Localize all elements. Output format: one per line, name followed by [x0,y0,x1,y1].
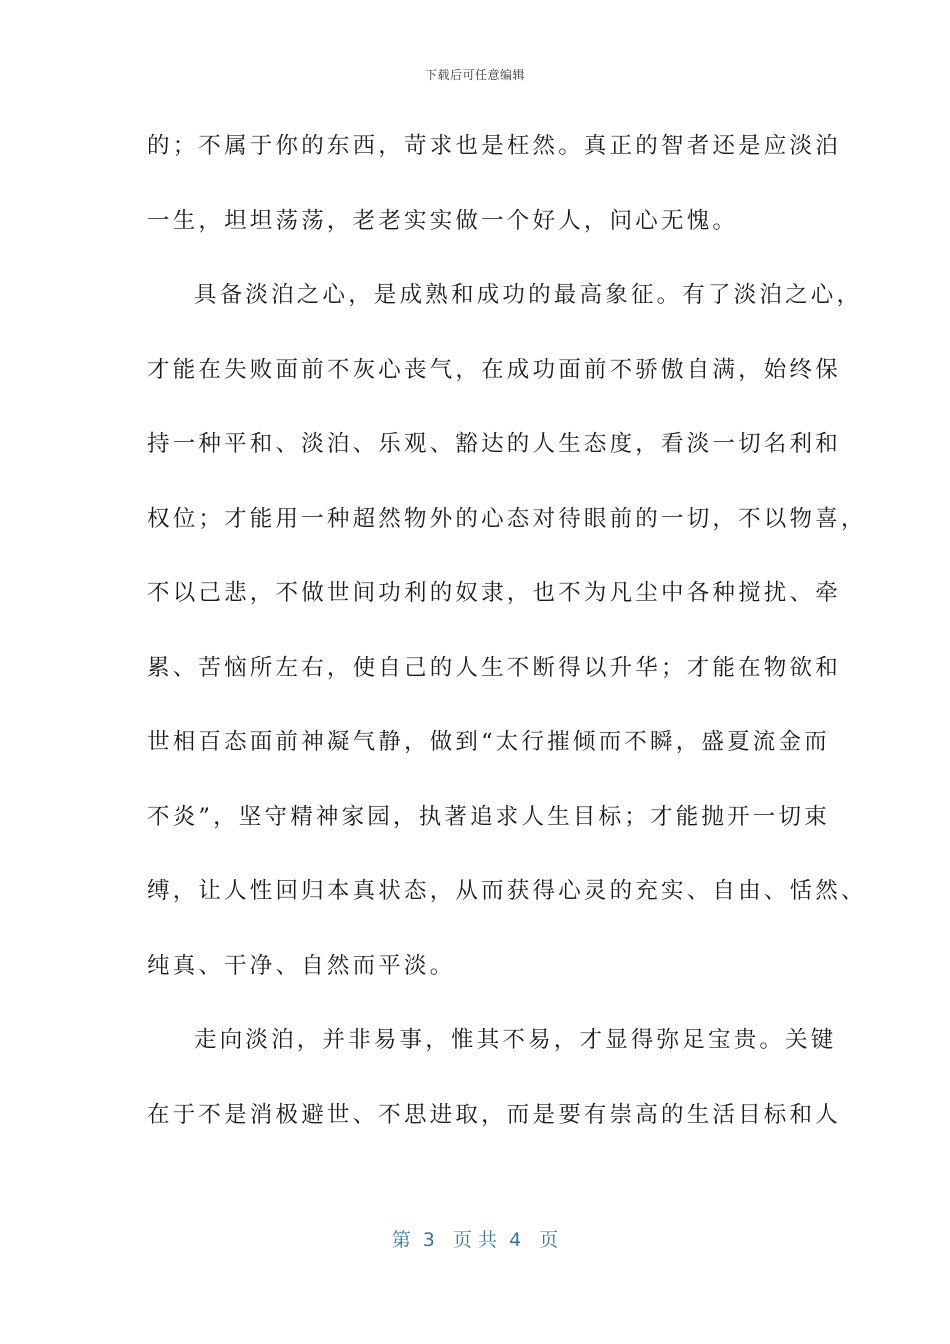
paragraph-first-line: 具备淡泊之心，是成熟和成功的最高象征。有了淡泊之心， [194,282,863,308]
page-header: 下载后可任意编辑 [424,68,525,82]
text-line: 的；不属于你的东西，苛求也是枉然。真正的智者还是应淡泊 [147,133,841,159]
text-line: 缚，让人性回归本真状态，从而获得心灵的充实、自由、恬然、 [147,878,867,904]
text-line: 不炎”，坚守精神家园，执著追求人生目标；才能抛开一切束 [147,803,830,830]
text-line: 不以己悲，不做世间功利的奴隶，也不为凡尘中各种搅扰、牵 [147,580,841,606]
text-line: 累、苦恼所左右，使自己的人生不断得以升华；才能在物欲和 [147,654,841,681]
text-line: 世相百态面前神凝气静，做到“太行摧倾而不瞬，盛夏流金而 [147,729,830,755]
paragraph-first-line: 走向淡泊，并非易事，惟其不易，才显得弥足宝贵。关键 [194,1027,837,1053]
text-line: 持一种平和、淡泊、乐观、豁达的人生态度，看淡一切名利和 [147,431,841,457]
text-line: 才能在失败面前不灰心丧气，在成功面前不骄傲自满，始终保 [147,356,841,383]
page-number-footer: 第 3 页 共 4 页 [391,1229,559,1251]
document-body [147,128,867,1171]
text-line: 纯真、干净、自然而平淡。 [147,952,456,979]
text-line: 一生，坦坦荡荡，老老实实做一个好人，问心无愧。 [147,207,739,234]
text-line: 在于不是消极避世、不思进取，而是要有崇高的生活目标和人 [147,1101,841,1128]
text-line: 权位；才能用一种超然物外的心态对待眼前的一切，不以物喜， [147,505,867,532]
